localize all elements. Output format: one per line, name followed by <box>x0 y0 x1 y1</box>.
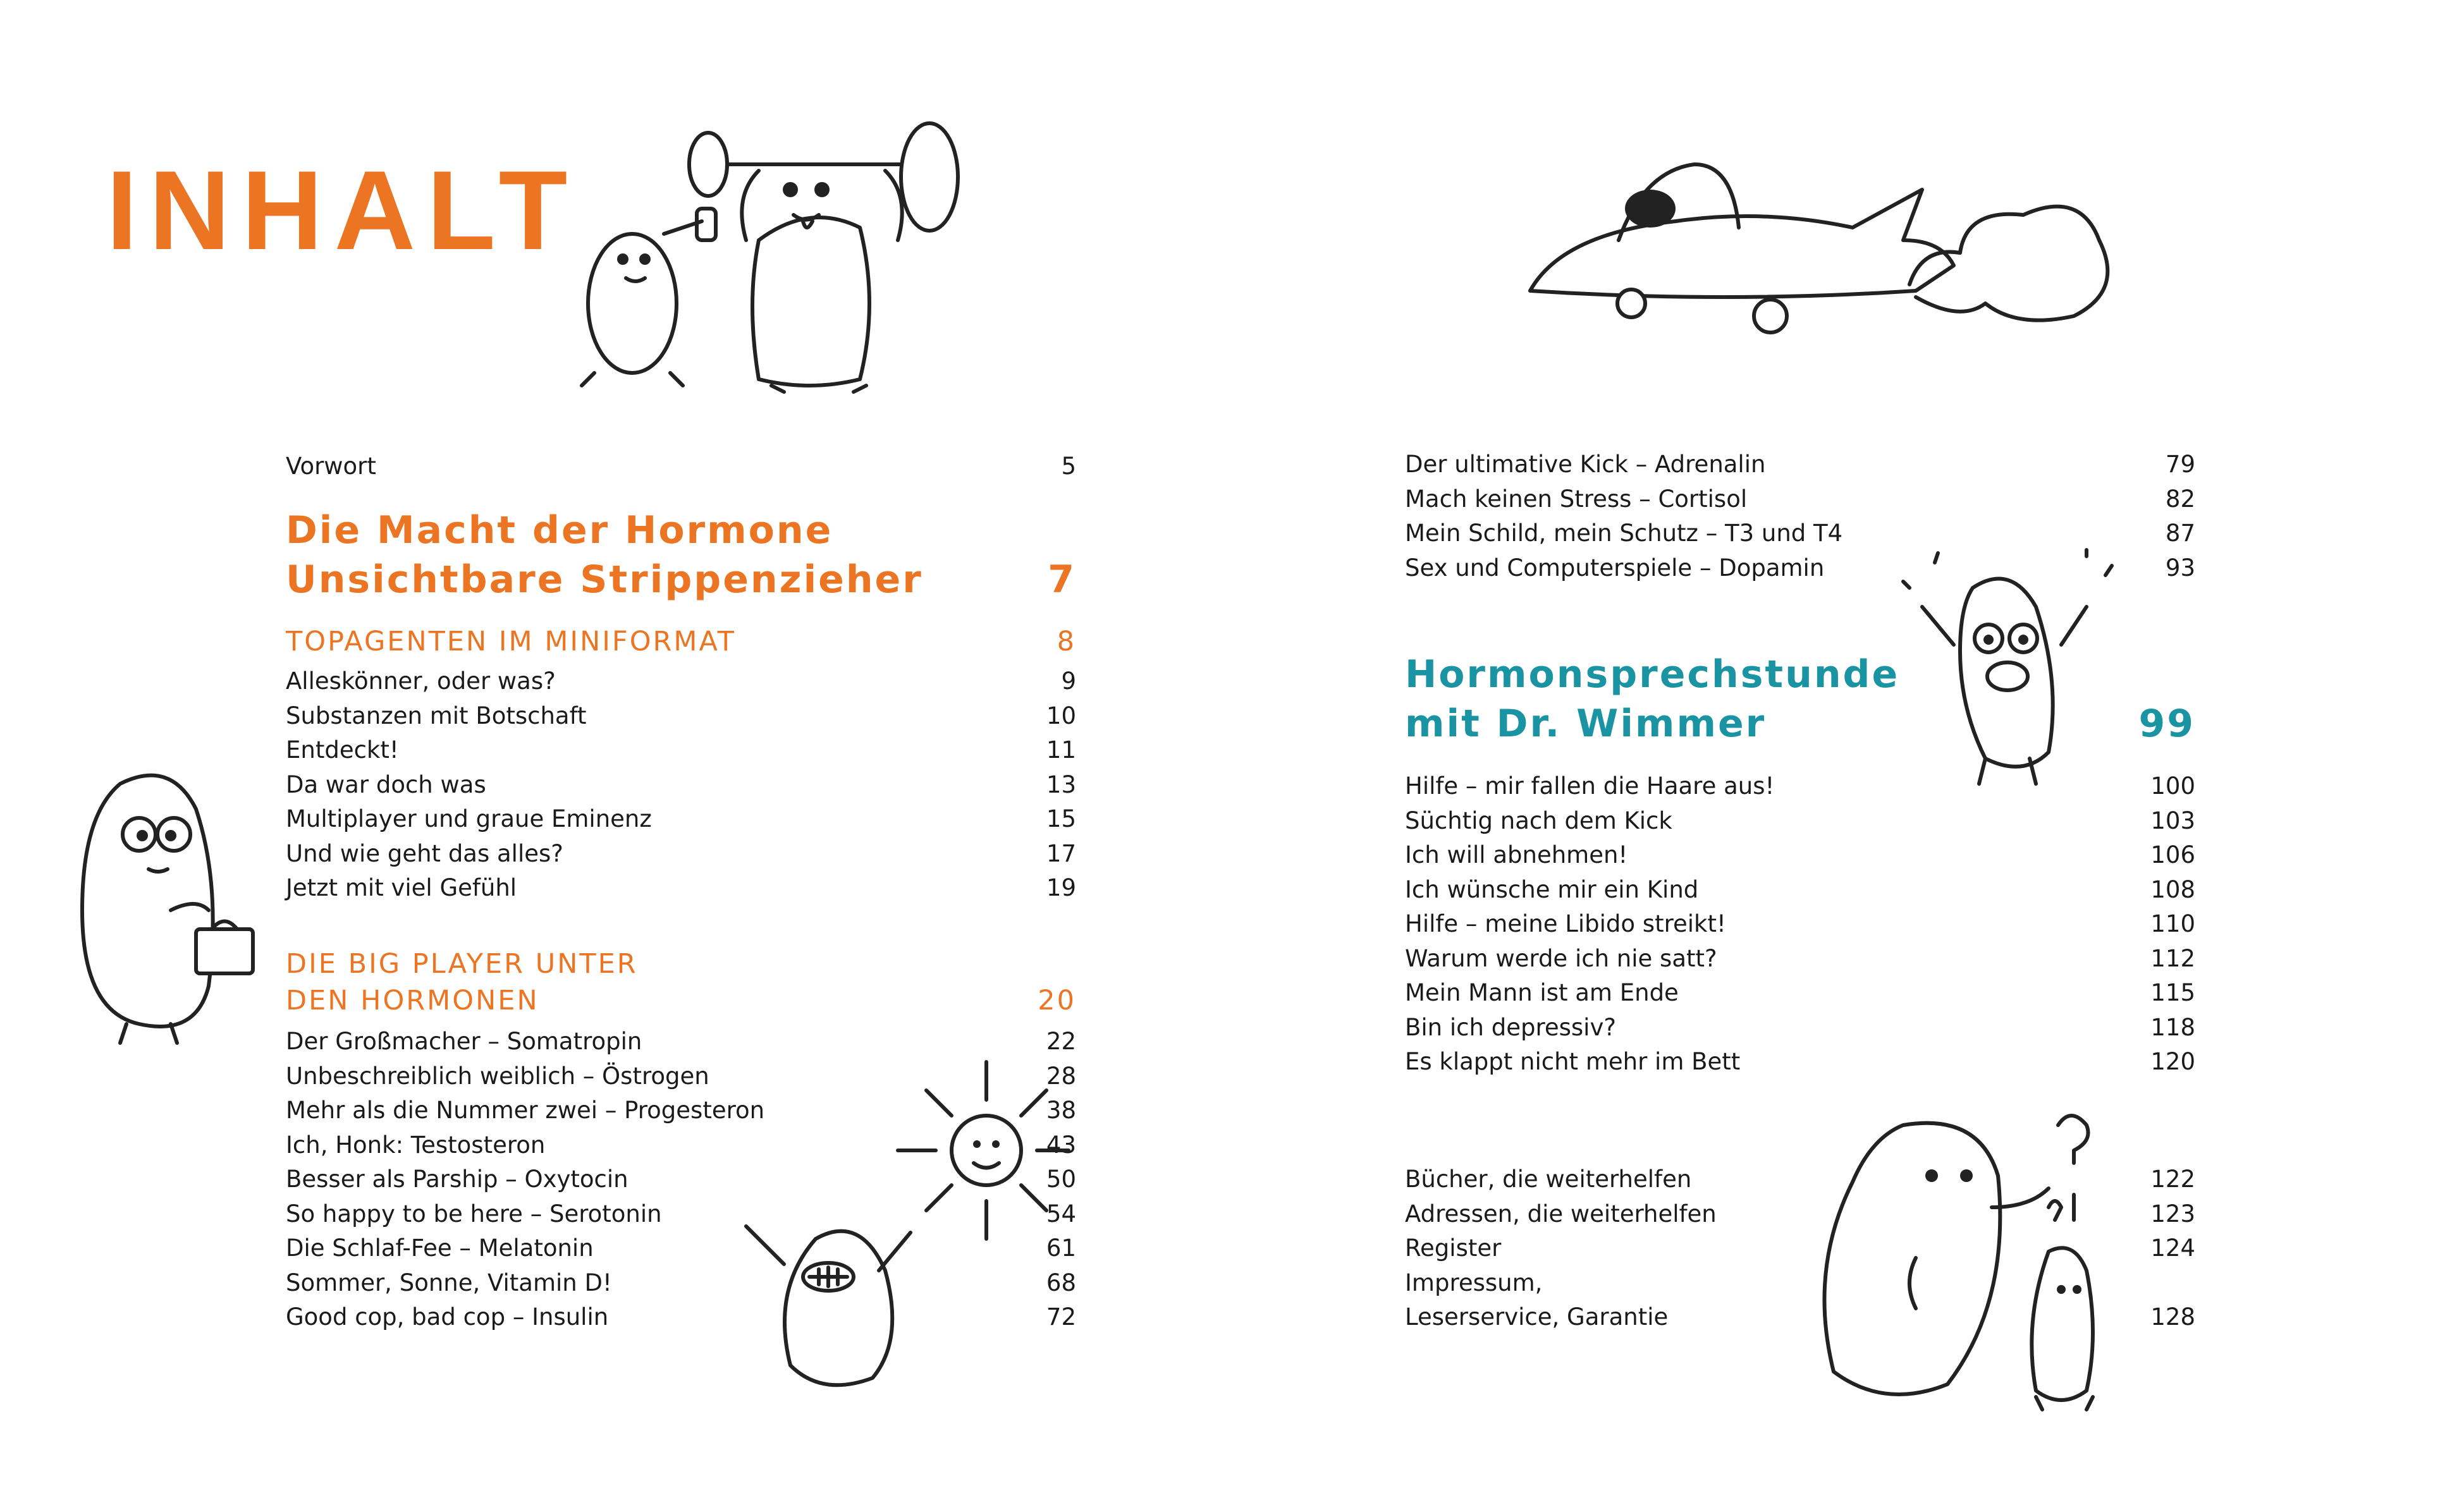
entry-label: Register <box>1405 1234 1502 1262</box>
toc-hormonsprechstunde-entry[interactable] <box>1405 872 2195 908</box>
page-number: 9 <box>1061 667 1076 695</box>
page-number: 22 <box>1046 1028 1076 1055</box>
entry-label: Leserservice, Garantie <box>1405 1303 1669 1331</box>
page-number: 87 <box>2165 520 2195 547</box>
toc-big-player-cont-entry[interactable] <box>1405 447 2195 482</box>
panicked-character-icon <box>1897 550 2137 803</box>
entry-label: Da war doch was <box>286 771 486 798</box>
page-number: 79 <box>2165 451 2195 478</box>
entry-label: Hilfe – mir fallen die Haare aus! <box>1405 772 1775 800</box>
entry-label: Mein Schild, mein Schutz – T3 und T4 <box>1405 520 1843 547</box>
part-heading-2[interactable]: Hormonsprechstunde mit Dr. Wimmer 99 <box>1405 650 2195 748</box>
entry-label: Sex und Computerspiele – Dopamin <box>1405 554 1825 582</box>
page-title: INHALT <box>106 147 579 273</box>
entry-label: Adressen, die weiterhelfen <box>1405 1200 1717 1228</box>
page-number: 38 <box>1046 1097 1076 1124</box>
page-number: 15 <box>1046 805 1076 832</box>
page-number: 19 <box>1046 874 1076 901</box>
page-number: 43 <box>1046 1131 1076 1159</box>
entry-label: So happy to be here – Serotonin <box>286 1200 662 1228</box>
entry-label: Ich will abnehmen! <box>1405 841 1628 868</box>
entry-label: Bin ich depressiv? <box>1405 1013 1616 1041</box>
page-number: 108 <box>2150 875 2195 903</box>
page-number: 11 <box>1046 736 1076 764</box>
entry-label: Süchtig nach dem Kick <box>1405 807 1672 834</box>
toc-big-player-cont-entry[interactable] <box>1405 482 2195 517</box>
page-number: 122 <box>2150 1166 2195 1193</box>
page-number: 128 <box>2150 1303 2195 1331</box>
entry-label: Mach keinen Stress – Cortisol <box>1405 485 1748 513</box>
toc-topagenten-entry[interactable] <box>286 698 1076 734</box>
entry-label: Der Großmacher – Somatropin <box>286 1028 642 1055</box>
entry-label: Impressum, <box>1405 1269 1543 1296</box>
toc-hormonsprechstunde-entry[interactable] <box>1405 906 2195 942</box>
page-number: 99 <box>2138 702 2195 746</box>
page-number: 17 <box>1046 839 1076 867</box>
page-number: 72 <box>1046 1303 1076 1331</box>
page-number: 10 <box>1046 702 1076 729</box>
toc-hormonsprechstunde-entry[interactable] <box>1405 1010 2195 1045</box>
page-number: 7 <box>1048 558 1076 602</box>
entry-label: Good cop, bad cop – Insulin <box>286 1303 609 1331</box>
toc-topagenten-entry[interactable] <box>286 733 1076 768</box>
race-car-icon <box>1517 145 2099 348</box>
toc-hormonsprechstunde-entry[interactable] <box>1405 1044 2195 1080</box>
page-number: 100 <box>2150 772 2195 800</box>
entry-label: Jetzt mit viel Gefühl <box>286 874 517 901</box>
page-number: 110 <box>2150 910 2195 937</box>
entry-label: Ich wünsche mir ein Kind <box>1405 875 1699 903</box>
page-number: 28 <box>1046 1062 1076 1090</box>
entry-label: Bücher, die weiterhelfen <box>1405 1166 1692 1193</box>
page-number: 106 <box>2150 841 2195 868</box>
page-number: 120 <box>2150 1048 2195 1075</box>
page-number: 115 <box>2150 979 2195 1006</box>
page-number: 93 <box>2165 554 2195 582</box>
entry-label: Substanzen mit Botschaft <box>286 702 587 729</box>
weightlifters-icon <box>556 126 1012 392</box>
toc-big-player-cont-entry[interactable] <box>1405 516 2195 551</box>
section-heading-topagenten[interactable]: TOPAGENTEN IM MINIFORMAT 8 <box>286 623 1076 660</box>
page-number: 123 <box>2150 1200 2195 1228</box>
page-number: 54 <box>1046 1200 1076 1228</box>
part-heading-1[interactable]: Die Macht der Hormone Unsichtbare Strippenzieher 7 <box>286 506 1076 604</box>
page-number: 50 <box>1046 1166 1076 1193</box>
entry-label: Hilfe – meine Libido streikt! <box>1405 910 1726 937</box>
toc-hormonsprechstunde-entry[interactable] <box>1405 803 2195 839</box>
entry-label: Die Schlaf-Fee – Melatonin <box>286 1234 594 1262</box>
page-number: 118 <box>2150 1013 2195 1041</box>
entry-label: Alleskönner, oder was? <box>286 667 556 695</box>
entry-label: Entdeckt! <box>286 736 399 764</box>
entry-label: Multiplayer und graue Eminenz <box>286 805 652 832</box>
entry-label: Mehr als die Nummer zwei – Progesteron <box>286 1097 765 1124</box>
entry-label: Besser als Parship – Oxytocin <box>286 1166 628 1193</box>
toc-topagenten-entry[interactable] <box>286 767 1076 803</box>
toc-hormonsprechstunde-entry[interactable] <box>1405 941 2195 977</box>
toc-topagenten-entry[interactable] <box>286 870 1076 906</box>
toc-hormonsprechstunde-entry[interactable] <box>1405 975 2195 1011</box>
entry-label: Ich, Honk: Testosteron <box>286 1131 546 1159</box>
page-number: 112 <box>2150 944 2195 972</box>
sun-character-icon <box>733 1011 1075 1403</box>
entry-label: Mein Mann ist am Ende <box>1405 979 1679 1006</box>
page-number: 61 <box>1046 1234 1076 1262</box>
page-number: 124 <box>2150 1234 2195 1262</box>
entry-label: Sommer, Sonne, Vitamin D! <box>286 1269 612 1296</box>
toc-hormonsprechstunde-entry[interactable] <box>1405 838 2195 873</box>
page-number: 8 <box>1057 626 1076 657</box>
entry-label: Und wie geht das alles? <box>286 839 563 867</box>
page-number: 103 <box>2150 807 2195 834</box>
page-number: 20 <box>1038 985 1076 1016</box>
toc-topagenten-entry[interactable] <box>286 664 1076 699</box>
toc-topagenten-entry[interactable] <box>286 836 1076 872</box>
page-number: 5 <box>1061 453 1076 480</box>
section-heading-big-player[interactable]: DIE BIG PLAYER UNTER DEN HORMONEN 20 <box>286 946 1076 1019</box>
page-number: 68 <box>1046 1269 1076 1296</box>
entry-label: Warum werde ich nie satt? <box>1405 944 1717 972</box>
toc-entry-vorwort[interactable]: Vorwort 5 <box>286 449 1076 484</box>
entry-label: Der ultimative Kick – Adrenalin <box>1405 451 1766 478</box>
page-number: 13 <box>1046 771 1076 798</box>
entry-label: Unbeschreiblich weiblich – Östrogen <box>286 1062 709 1090</box>
page-number: 82 <box>2165 485 2195 513</box>
toc-topagenten-entry[interactable] <box>286 801 1076 837</box>
question-characters-icon <box>1808 1112 2162 1416</box>
entry-label: Es klappt nicht mehr im Bett <box>1405 1048 1741 1075</box>
teacher-character-icon <box>70 759 272 1062</box>
